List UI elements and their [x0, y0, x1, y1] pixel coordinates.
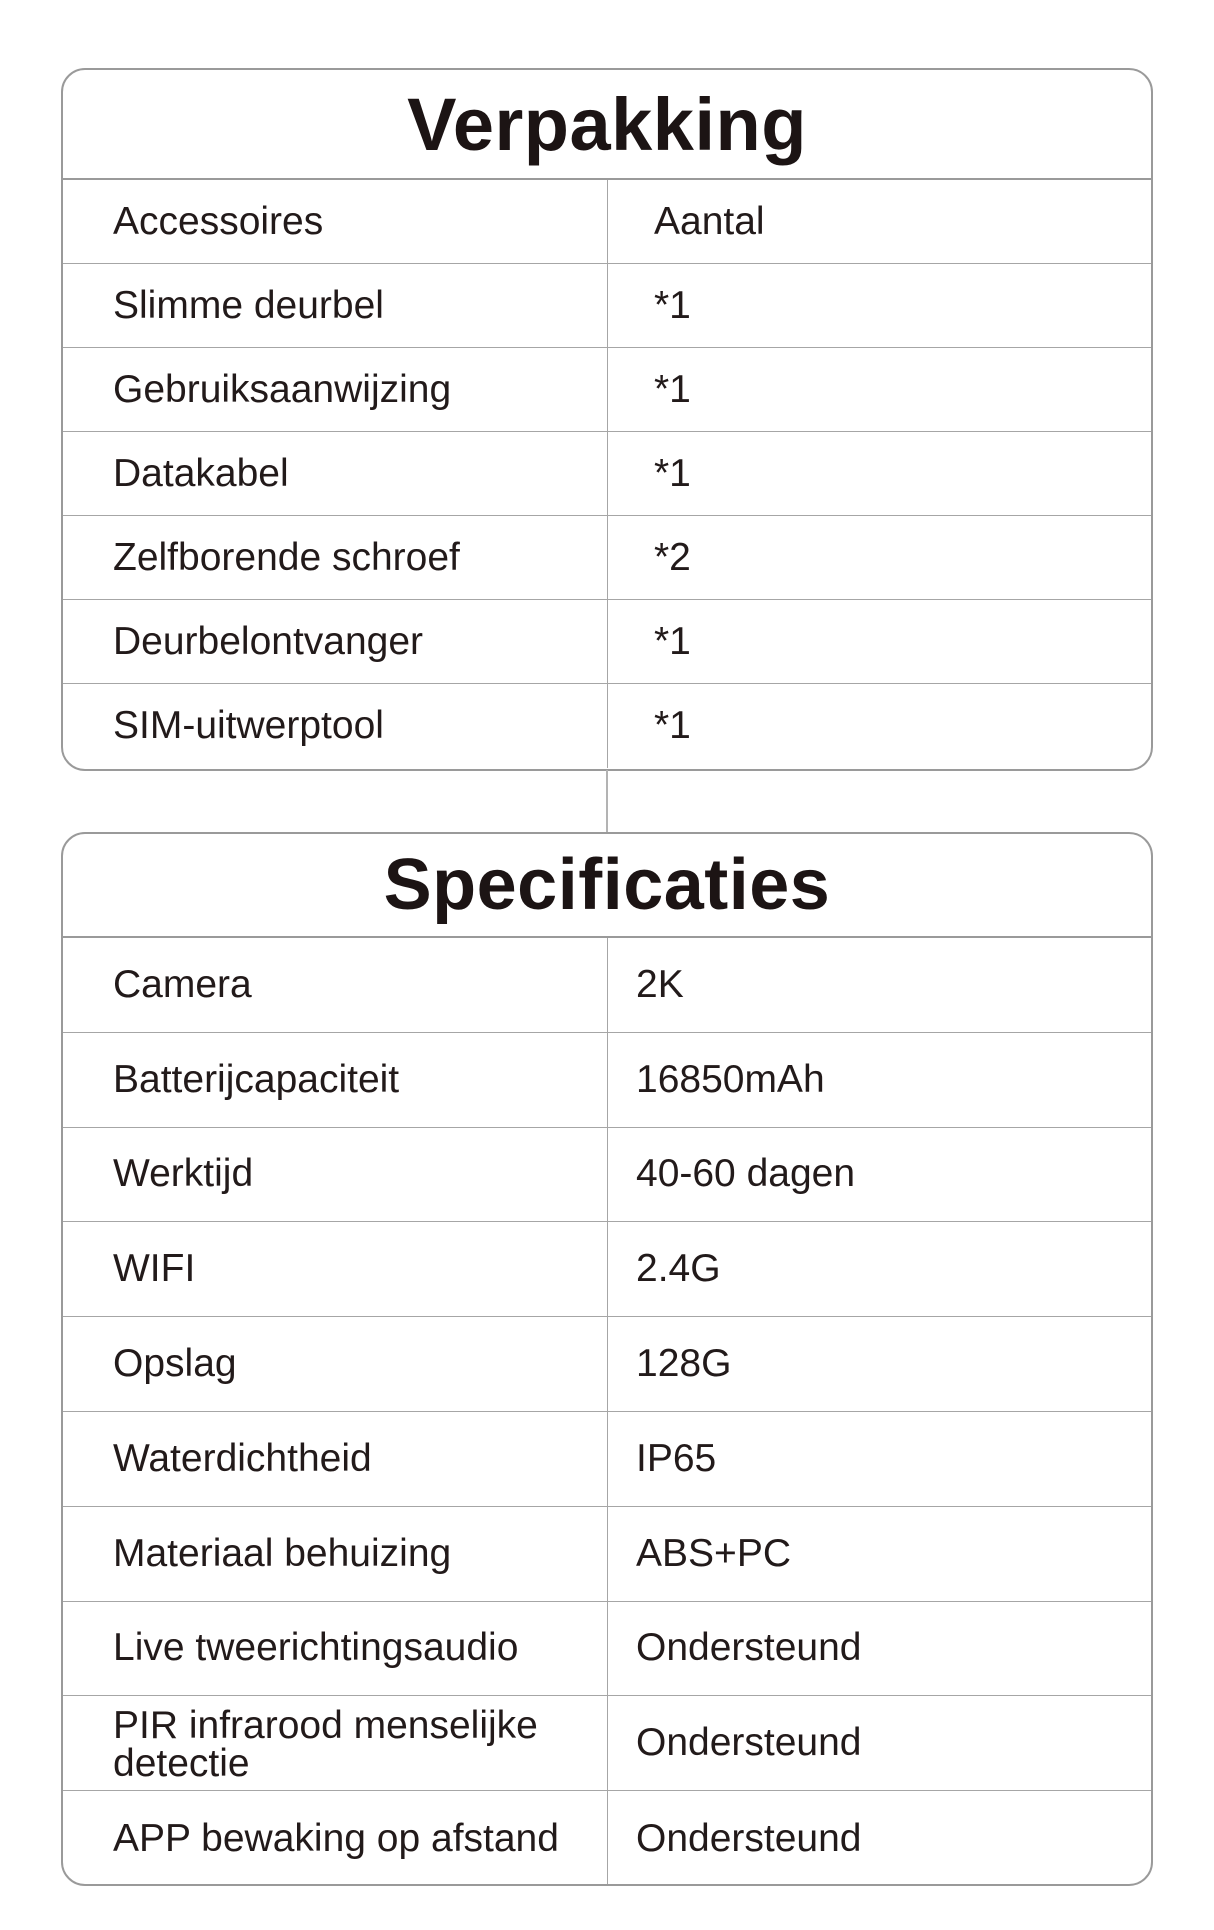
packaging-title: Verpakking [63, 70, 1151, 180]
spec-value: 40-60 dagen [636, 1152, 856, 1196]
table-row [63, 432, 1151, 516]
table-row [63, 1317, 1151, 1412]
table-row [63, 684, 1151, 768]
column-header-accessories: Accessoires [63, 180, 608, 263]
table-row [63, 1696, 1151, 1791]
table-row [63, 1602, 1151, 1697]
spec-label: Batterijcapaciteit [63, 1033, 608, 1127]
spec-value: ABS+PC [636, 1531, 791, 1575]
spec-value: Ondersteund [636, 1626, 862, 1670]
accessory-quantity: *1 [654, 283, 691, 327]
spec-label: APP bewaking op afstand [63, 1791, 608, 1886]
table-row [63, 264, 1151, 348]
specifications-title: Specificaties [63, 834, 1151, 938]
packaging-header-row [63, 180, 1151, 264]
accessory-name: Slimme deurbel [63, 264, 608, 347]
table-row [63, 1412, 1151, 1507]
accessory-name: Datakabel [63, 432, 608, 515]
accessory-name: SIM-uitwerptool [63, 684, 608, 768]
table-row [63, 1033, 1151, 1128]
spec-label: Waterdichtheid [63, 1412, 608, 1506]
table-row [63, 1507, 1151, 1602]
column-header-quantity: Aantal [654, 199, 765, 243]
spec-value: IP65 [636, 1436, 717, 1480]
table-row [63, 348, 1151, 432]
accessory-name: Gebruiksaanwijzing [63, 348, 608, 431]
spec-value: 16850mAh [636, 1057, 825, 1101]
table-row [63, 1791, 1151, 1886]
spec-label: Camera [63, 938, 608, 1032]
accessory-quantity: *1 [654, 367, 691, 411]
accessory-name: Zelfborende schroef [63, 516, 608, 599]
specifications-table [61, 832, 1153, 1886]
accessory-name: Deurbelontvanger [63, 600, 608, 683]
spec-label: Werktijd [63, 1128, 608, 1222]
accessory-quantity: *1 [654, 704, 691, 747]
spec-value: Ondersteund [636, 1721, 862, 1765]
accessory-quantity: *1 [654, 451, 691, 495]
spec-value: Ondersteund [636, 1816, 862, 1860]
table-row [63, 1128, 1151, 1223]
spec-label: PIR infrarood menselijke detectie [63, 1696, 608, 1790]
spec-label: Live tweerichtingsaudio [63, 1602, 608, 1696]
divider [606, 770, 608, 832]
spec-value: 2K [636, 962, 684, 1006]
table-row [63, 938, 1151, 1033]
table-row [63, 516, 1151, 600]
spec-value: 128G [636, 1342, 732, 1386]
table-row [63, 600, 1151, 684]
packaging-table [61, 68, 1153, 771]
spec-value: 2.4G [636, 1247, 721, 1291]
spec-label: Opslag [63, 1317, 608, 1411]
table-row [63, 1222, 1151, 1317]
spec-label: WIFI [63, 1222, 608, 1316]
accessory-quantity: *2 [654, 535, 691, 579]
spec-label: Materiaal behuizing [63, 1507, 608, 1601]
accessory-quantity: *1 [654, 619, 691, 663]
